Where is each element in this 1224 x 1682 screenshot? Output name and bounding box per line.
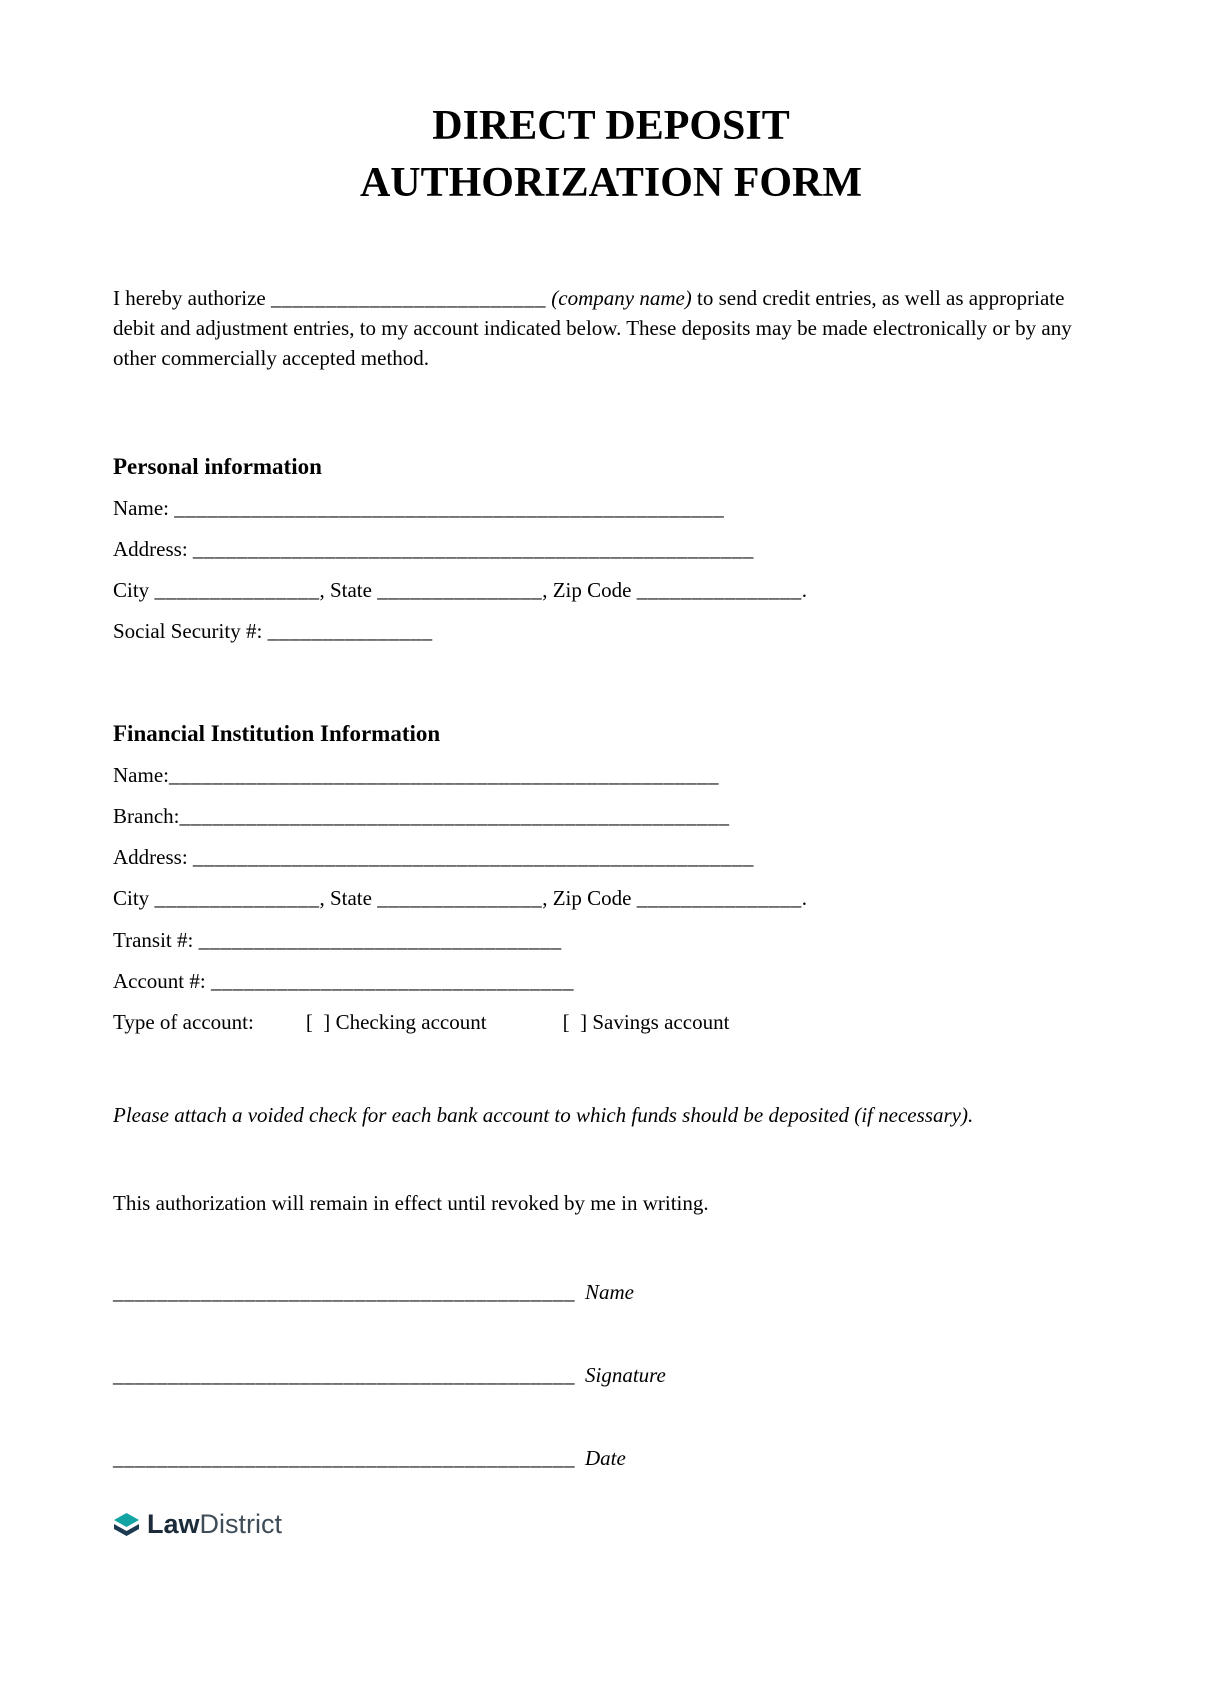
checking-account-label: Checking account	[330, 1010, 487, 1035]
personal-information-section	[113, 454, 1109, 645]
bank-city-state-zip-field	[113, 885, 1109, 911]
bank-state-blank[interactable]: _______________	[377, 886, 543, 911]
bank-city-line-period: .	[801, 886, 807, 911]
intro-paragraph	[113, 284, 1109, 373]
voided-check-note: Please attach a voided check for each bank account to which funds should be deposited (if necessary).	[113, 1103, 974, 1128]
signer-name-field	[113, 1280, 1109, 1305]
bank-name-blank[interactable]: __________________________________________________	[168, 762, 719, 787]
lawdistrict-logo	[113, 1509, 1109, 1540]
account-type-label: Type of account:	[113, 1010, 254, 1035]
company-name-blank[interactable]: _________________________	[271, 286, 547, 311]
transit-number-blank[interactable]: _________________________________	[198, 927, 562, 952]
page-title-line2: AUTHORIZATION FORM	[359, 160, 863, 207]
bank-state-label: , State	[319, 886, 378, 911]
revocation-note: This authorization will remain in effect until revoked by me in writing.	[113, 1190, 709, 1215]
bank-branch-blank[interactable]: __________________________________________________	[179, 803, 730, 828]
signer-date-field	[113, 1446, 1109, 1471]
personal-city-state-zip-field	[113, 577, 1109, 603]
personal-address-label: Address:	[113, 536, 193, 561]
financial-institution-heading: Financial Institution Information	[113, 720, 441, 746]
personal-name-blank[interactable]: __________________________________________________	[174, 495, 725, 520]
lawdistrict-logo-text	[147, 1509, 282, 1540]
company-name-hint: (company name)	[546, 286, 698, 311]
personal-state-blank[interactable]: _______________	[377, 578, 543, 603]
savings-account-label: Savings account	[587, 1010, 730, 1035]
transit-number-field	[113, 927, 1109, 953]
personal-zip-label: , Zip Code	[542, 578, 637, 603]
bank-name-label: Name:	[113, 762, 169, 787]
savings-account-option	[563, 1010, 730, 1034]
bank-address-blank[interactable]: ___________________________________________________	[192, 845, 754, 870]
personal-city-line-period: .	[801, 578, 807, 603]
lawdistrict-logo-icon	[113, 1510, 140, 1539]
personal-address-blank[interactable]: ___________________________________________________	[192, 536, 754, 561]
signer-name-label: Name	[585, 1280, 634, 1305]
signer-signature-label: Signature	[585, 1363, 666, 1388]
financial-institution-section	[113, 721, 1109, 1036]
personal-information-heading: Personal information	[113, 453, 322, 479]
bank-name-field	[113, 762, 1109, 788]
checking-account-checkbox[interactable]: [ ]	[305, 1010, 331, 1035]
page-title-line1: DIRECT DEPOSIT	[432, 103, 790, 149]
personal-ssn-label: Social Security #:	[113, 619, 268, 644]
signer-name-blank[interactable]: __________________________________________	[113, 1280, 575, 1305]
account-number-blank[interactable]: _________________________________	[210, 968, 574, 993]
transit-number-label: Transit #:	[113, 927, 199, 952]
bank-city-blank[interactable]: _______________	[154, 886, 320, 911]
personal-name-label: Name:	[113, 495, 175, 520]
bank-branch-label: Branch:	[113, 803, 180, 828]
personal-name-field	[113, 495, 1109, 521]
personal-ssn-field	[113, 618, 1109, 644]
logo-text-district: District	[199, 1509, 283, 1540]
intro-text-post: to send credit entries, as well as appropriate debit and adjustment entries, to my account indicated below. These deposits may be made electronically or by any other commercially accepted method.	[113, 286, 1072, 370]
personal-zip-blank[interactable]: _______________	[636, 578, 802, 603]
intro-text-pre: I hereby authorize	[113, 286, 272, 311]
bank-branch-field	[113, 803, 1109, 829]
page-title	[113, 98, 1109, 212]
savings-account-checkbox[interactable]: [ ]	[562, 1010, 588, 1035]
bank-address-field	[113, 844, 1109, 870]
signature-section	[113, 1280, 1109, 1471]
bank-address-label: Address:	[113, 845, 193, 870]
account-type-field	[113, 1009, 1109, 1035]
signer-date-blank[interactable]: __________________________________________	[113, 1446, 575, 1471]
bank-zip-blank[interactable]: _______________	[636, 886, 802, 911]
checking-account-option	[306, 1010, 487, 1034]
account-number-label: Account #:	[113, 968, 211, 993]
account-number-field	[113, 968, 1109, 994]
personal-state-label: , State	[319, 578, 378, 603]
bank-city-label: City	[113, 886, 155, 911]
bank-zip-label: , Zip Code	[542, 886, 637, 911]
personal-ssn-blank[interactable]: _______________	[267, 619, 433, 644]
document-page	[0, 98, 1224, 1540]
personal-city-blank[interactable]: _______________	[154, 578, 320, 603]
signer-signature-blank[interactable]: __________________________________________	[113, 1363, 575, 1388]
personal-address-field	[113, 536, 1109, 562]
logo-text-law: Law	[147, 1509, 200, 1540]
signer-signature-field	[113, 1363, 1109, 1388]
personal-city-label: City	[113, 578, 155, 603]
signer-date-label: Date	[585, 1446, 626, 1471]
